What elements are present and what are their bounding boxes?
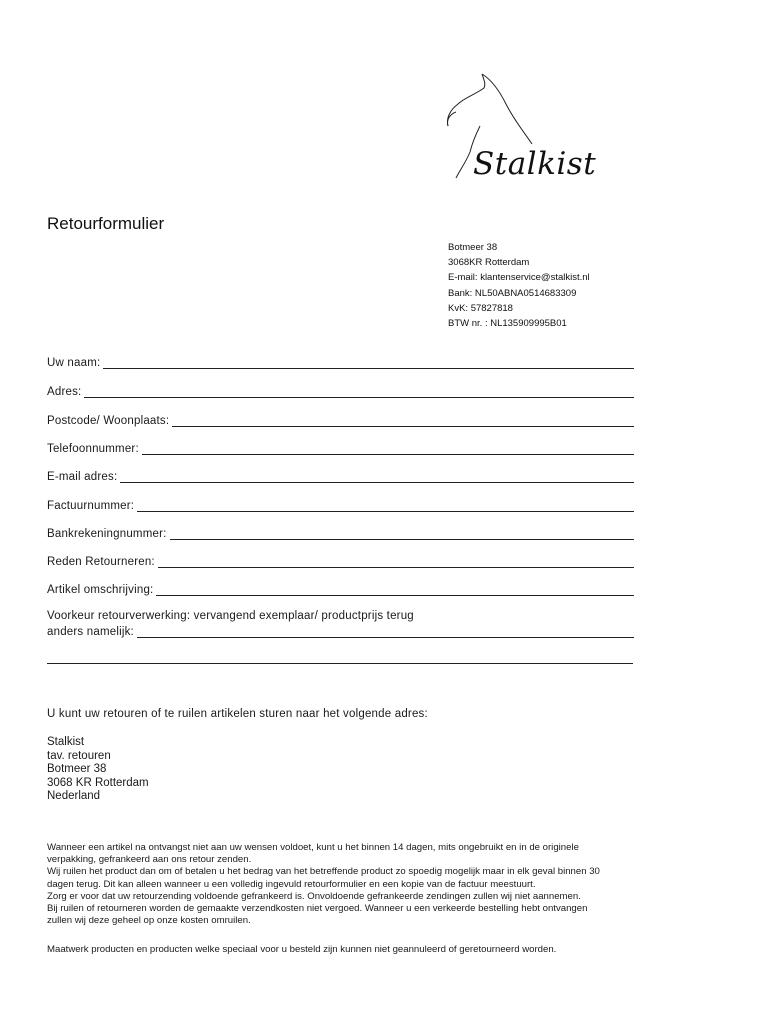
return-address	[47, 736, 149, 804]
bank-account-field[interactable]	[47, 524, 634, 540]
return-reason-field[interactable]	[47, 552, 634, 568]
phone-input-line[interactable]	[142, 442, 634, 455]
otherwise-input-line[interactable]	[137, 625, 634, 638]
terms-line: Bij ruilen of retourneren worden de gemaakte verzendkosten niet vergoed. Wanneer u een verkeerde bestelling hebt ontvangen	[47, 903, 588, 915]
return-address-line: Botmeer 38	[47, 763, 107, 776]
invoice-number-label: Factuurnummer:	[47, 500, 135, 512]
phone-field[interactable]	[47, 439, 634, 455]
return-instruction: U kunt uw retouren of te ruilen artikelen sturen naar het volgende adres:	[47, 708, 428, 720]
invoice-number-field[interactable]	[47, 496, 634, 512]
return-reason-label: Reden Retourneren:	[47, 556, 155, 568]
company-street: Botmeer 38	[448, 242, 498, 253]
bank-account-label: Bankrekeningnummer:	[47, 528, 167, 540]
otherwise-field[interactable]	[47, 622, 634, 638]
address-field[interactable]	[47, 382, 634, 398]
phone-label: Telefoonnummer:	[47, 443, 139, 455]
company-info	[448, 240, 590, 331]
invoice-number-input-line[interactable]	[137, 499, 634, 512]
email-label: E-mail adres:	[47, 471, 118, 483]
postcode-city-input-line[interactable]	[172, 414, 634, 427]
name-input-line[interactable]	[103, 356, 634, 369]
bank-account-input-line[interactable]	[170, 527, 635, 540]
address-label: Adres:	[47, 386, 82, 398]
return-reason-input-line[interactable]	[158, 555, 634, 568]
address-input-line[interactable]	[84, 385, 634, 398]
email-field[interactable]	[47, 467, 634, 483]
terms-line: Wanneer een artikel na ontvangst niet aan uw wensen voldoet, kunt u het binnen 14 dagen, mits ongebruikt en in de originele	[47, 842, 579, 853]
name-field[interactable]	[47, 353, 634, 369]
company-bank: Bank: NL50ABNA0514683309	[448, 287, 577, 299]
extra-input-line[interactable]	[47, 663, 633, 664]
company-kvk: KvK: 57827818	[448, 302, 513, 314]
company-email: E-mail: klantenservice@stalkist.nl	[448, 272, 590, 284]
company-city: 3068KR Rotterdam	[448, 257, 530, 269]
article-description-label: Artikel omschrijving:	[47, 584, 154, 596]
return-address-line: Nederland	[47, 790, 101, 803]
return-preference-text: Voorkeur retourverwerking: vervangend exemplaar/ productprijs terug	[47, 610, 414, 622]
terms-line: Zorg er voor dat uw retourzending voldoende gefrankeerd is. Onvoldoende gefrankeerde zendingen zullen wij niet aannemen.	[47, 890, 581, 902]
return-address-line: tav. retouren	[47, 749, 111, 762]
return-terms	[47, 842, 732, 927]
terms-line: dagen terug. Dit kan alleen wanneer u een volledig ingevuld retourformulier en een kopie van de factuur meestuurt.	[47, 878, 536, 890]
article-description-input-line[interactable]	[156, 583, 634, 596]
terms-line: verpakking, gefrankeerd aan ons retour zenden.	[47, 854, 252, 866]
postcode-city-field[interactable]	[47, 411, 634, 427]
page-title: Retourformulier	[47, 214, 165, 233]
brand-name: Stalkist	[473, 146, 597, 182]
postcode-city-label: Postcode/ Woonplaats:	[47, 415, 170, 427]
custom-products-note: Maatwerk producten en producten welke speciaal voor u besteld zijn kunnen niet geannuleerd of geretourneerd worden.	[47, 944, 557, 955]
name-label: Uw naam:	[47, 357, 101, 369]
terms-line: zullen wij deze geheel op onze kosten omruilen.	[47, 915, 251, 927]
terms-line: Wij ruilen het product dan om of betalen u het bedrag van het betreffende product zo spoedig mogelijk maar in elk geval binnen 30	[47, 866, 600, 878]
otherwise-label: anders namelijk:	[47, 626, 134, 638]
return-address-line: Stalkist	[47, 736, 85, 748]
article-description-field[interactable]	[47, 580, 634, 596]
return-address-line: 3068 KR Rotterdam	[47, 776, 149, 789]
email-input-line[interactable]	[120, 470, 634, 483]
company-vat: BTW nr. : NL135909995B01	[448, 318, 567, 330]
